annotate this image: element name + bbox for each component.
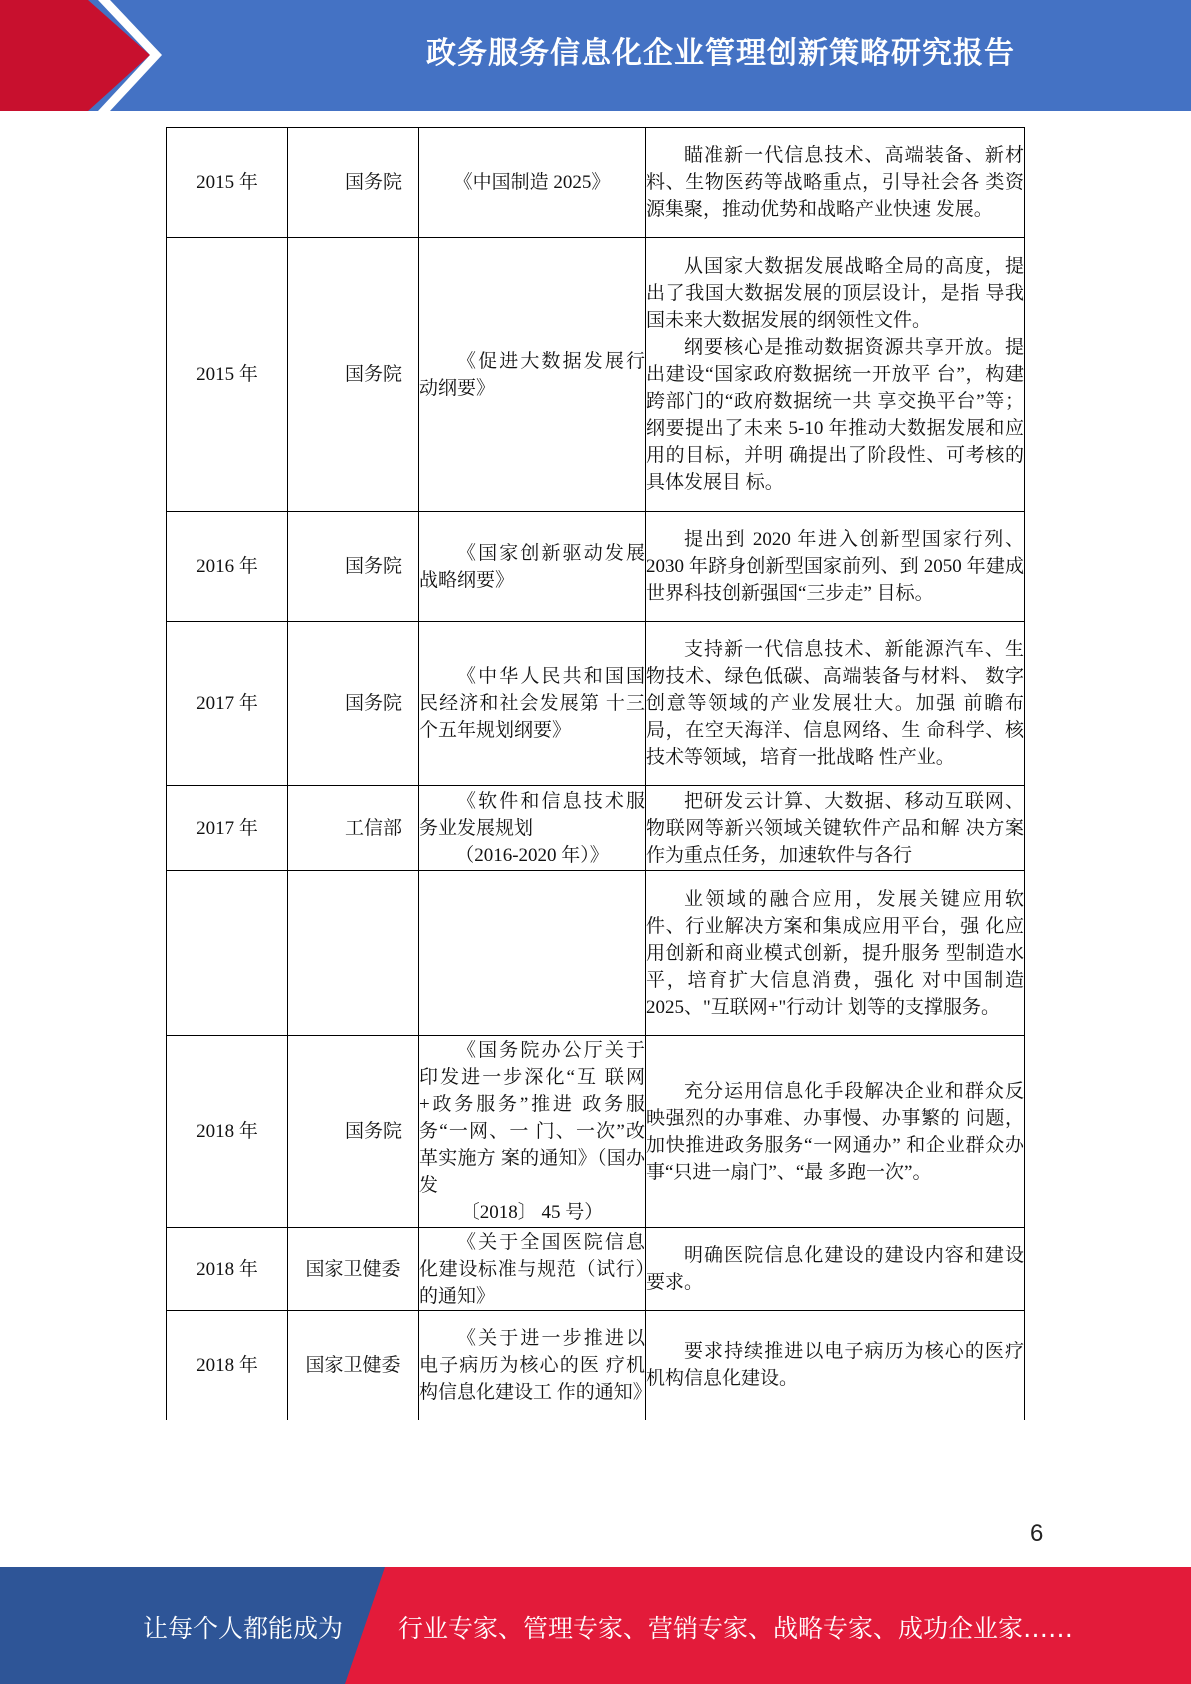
department-cell: 国家卫健委 (288, 1228, 419, 1311)
table-row (167, 128, 1025, 238)
year-cell (167, 871, 288, 1036)
document-cell: 《关于进一步推进以电子病历为核心的医 疗机构信息化建设工 作的通知》 (419, 1311, 646, 1420)
page-header (0, 0, 1191, 111)
description-cell: 明确医院信息化建设的建设内容和建设要求。 (646, 1228, 1025, 1311)
policy-table (166, 127, 1025, 1420)
description-cell: 瞄准新一代信息技术、高端装备、新材料、生物医药等战略重点，引导社会各 类资源集聚，推动优势和战略产业快速 发展。 (646, 128, 1025, 238)
department-cell: 工信部 (288, 786, 419, 871)
report-title: 政务服务信息化企业管理创新策略研究报告 (426, 36, 1015, 71)
footer-slogan-left: 让每个人都能成为 (143, 1614, 344, 1643)
table-row (167, 1228, 1025, 1311)
document-title-line: 《软件和信息技术服务业发展规划 (419, 790, 645, 839)
page-number: 6 (1030, 1520, 1044, 1547)
document-cell: 《国家创新驱动发展战略纲要》 (419, 512, 646, 622)
document-cell: 《中国制造 2025》 (419, 128, 646, 238)
department-cell: 国务院 (288, 512, 419, 622)
description-cell: 提出到 2020 年进入创新型国家行列、2030 年跻身创新型国家前列、到 2050 年建成世界科技创新强国“三步走” 目标。 (646, 512, 1025, 622)
description-paragraph: 从国家大数据发展战略全局的高度，提出了我国大数据发展的顶层设计，是指 导我国未来大数据发展的纲领性文件。 (646, 256, 1024, 331)
table-row (167, 1036, 1025, 1228)
document-title-line: 《国务院办公厅关于印发进一步深化“互 联网+政务服务”推进 政务服务“一网、一 门、一次”改革实施方 案的通知》（国办发 (419, 1040, 645, 1196)
description-cell: 业领域的融合应用，发展关键应用软件、行业解决方案和集成应用平台，强 化应用创新和商业模式创新，提升服务 型制造水平，培育扩大信息消费，强化 对中国制造 2025、"互联网+"行动计 划等的支撑服务。 (646, 871, 1025, 1036)
year-cell: 2018 年 (167, 1311, 288, 1420)
document-cell: 《关于全国医院信息化建设标准与规范（试行）的通知》 (419, 1228, 646, 1311)
table-row (167, 786, 1025, 871)
description-cell: 要求持续推进以电子病历为核心的医疗机构信息化建设。 (646, 1311, 1025, 1420)
department-cell (288, 871, 419, 1036)
year-cell: 2017 年 (167, 622, 288, 786)
table-row (167, 871, 1025, 1036)
year-cell: 2016 年 (167, 512, 288, 622)
description-cell: 充分运用信息化手段解决企业和群众反映强烈的办事难、办事慢、办事繁的 问题，加快推进政务服务“一网通办” 和企业群众办事“只进一扇门”、“最 多跑一次”。 (646, 1036, 1025, 1228)
document-cell (419, 1036, 646, 1228)
table-row (167, 238, 1025, 512)
footer-slogan-right: 行业专家、管理专家、营销专家、战略专家、成功企业家…… (398, 1614, 1074, 1643)
table-row (167, 622, 1025, 786)
document-cell (419, 871, 646, 1036)
page-footer (0, 1567, 1191, 1684)
year-cell: 2018 年 (167, 1036, 288, 1228)
year-cell: 2015 年 (167, 128, 288, 238)
table-row (167, 512, 1025, 622)
description-cell: 支持新一代信息技术、新能源汽车、生物技术、绿色低碳、高端装备与材料、 数字创意等领域的产业发展壮大。加强 前瞻布局，在空天海洋、信息网络、生 命科学、核技术等领域，培育一批战略 性产业。 (646, 622, 1025, 786)
description-cell: 把研发云计算、大数据、移动互联网、物联网等新兴领域关键软件产品和解 决方案作为重点任务，加速软件与各行 (646, 786, 1025, 871)
table-row (167, 1311, 1025, 1420)
department-cell: 国务院 (288, 622, 419, 786)
document-cell: 《中华人民共和国国民经济和社会发展第 十三个五年规划纲要》 (419, 622, 646, 786)
department-cell: 国务院 (288, 1036, 419, 1228)
department-cell: 国务院 (288, 238, 419, 512)
document-title-line: （2016-2020 年）》 (455, 844, 609, 866)
department-cell: 国务院 (288, 128, 419, 238)
document-cell: 《促进大数据发展行动纲要》 (419, 238, 646, 512)
document-cell (419, 786, 646, 871)
department-cell: 国家卫健委 (288, 1311, 419, 1420)
year-cell: 2015 年 (167, 238, 288, 512)
year-cell: 2018 年 (167, 1228, 288, 1311)
description-cell (646, 238, 1025, 512)
year-cell: 2017 年 (167, 786, 288, 871)
description-paragraph: 纲要核心是推动数据资源共享开放。提出建设“国家政府数据统一开放平 台”，构建跨部门的“政府数据统一共 享交换平台”等；纲要提出了未来 5-10 年推动大数据发展和应用的目标，并明 确提出了阶段性、可考核的具体发展目 标。 (646, 337, 1024, 493)
document-title-line: 〔2018〕 45 号） (460, 1202, 604, 1223)
